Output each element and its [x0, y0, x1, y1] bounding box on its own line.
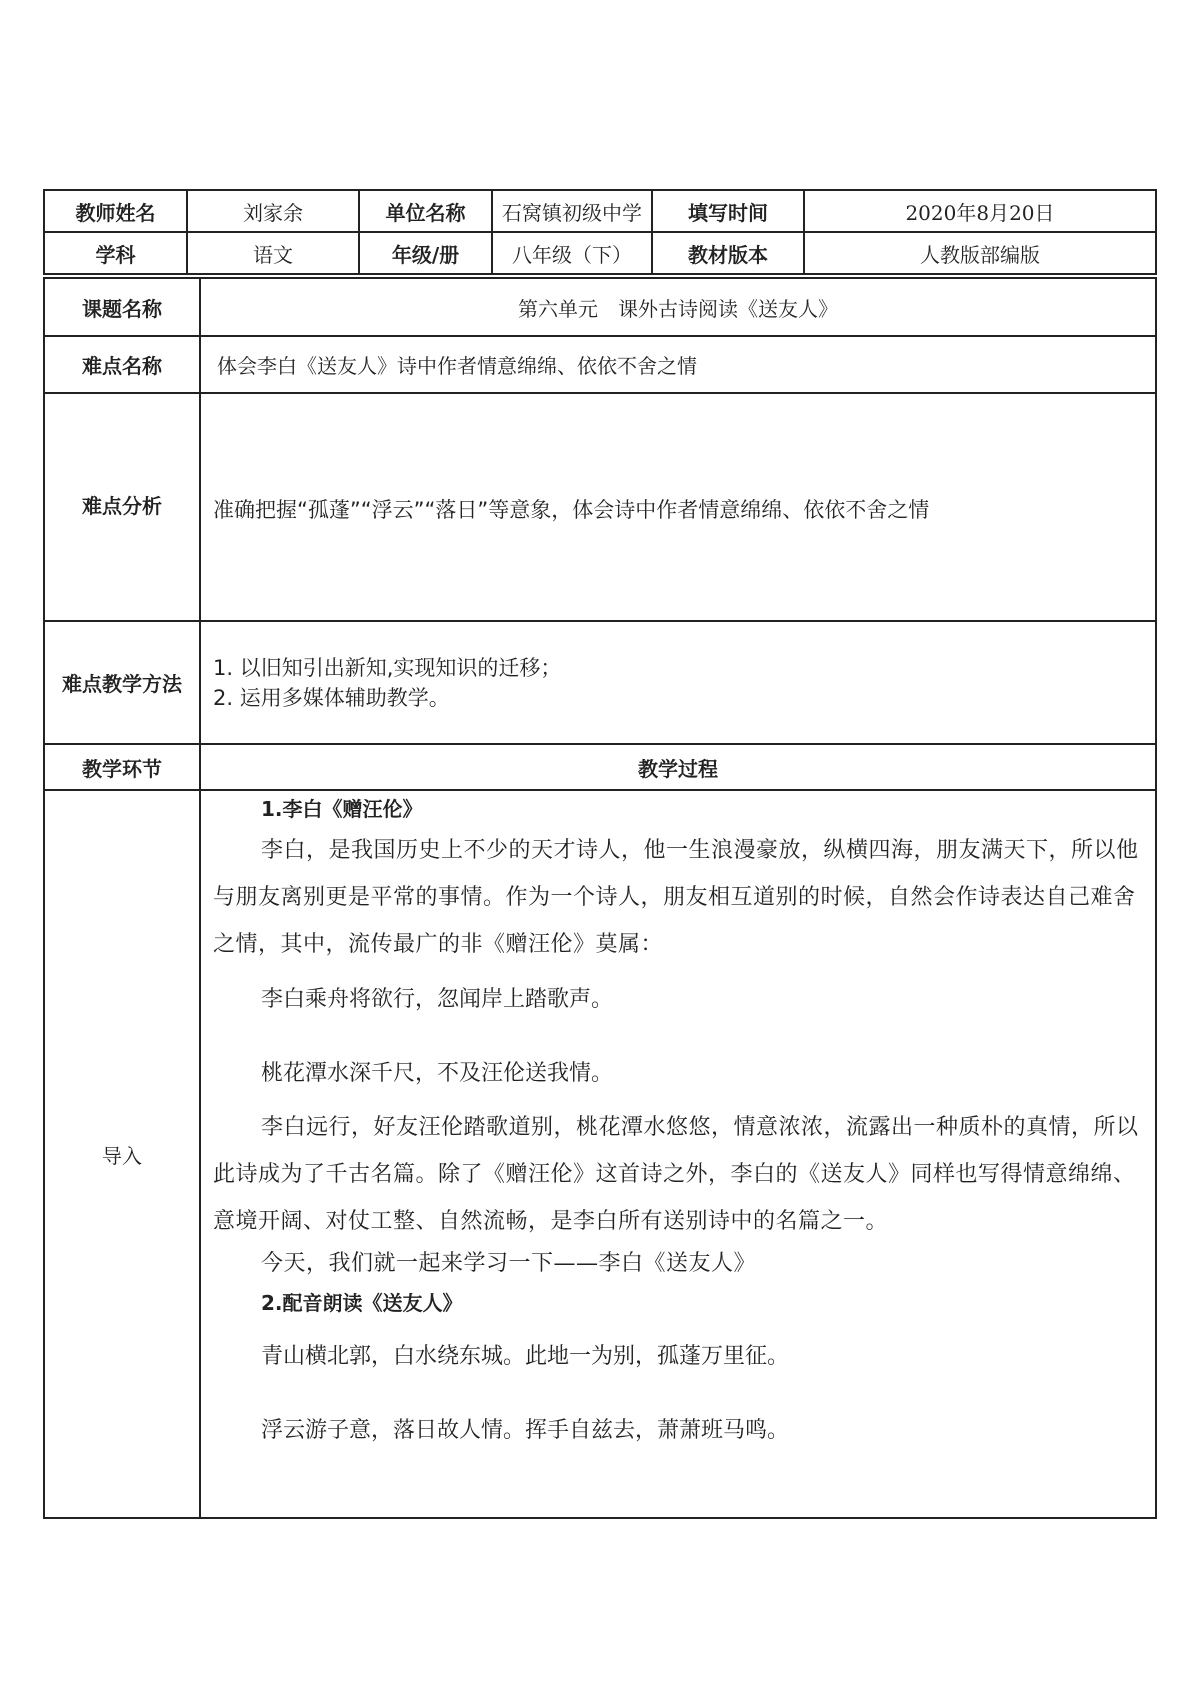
poem-1-line-1: 李白乘舟将欲行，忽闻岸上踏歌声。 — [261, 987, 614, 1012]
intro-row — [44, 790, 1156, 1518]
unit-label: 单位名称 — [359, 190, 492, 232]
teacher-name: 刘家余 — [187, 190, 359, 232]
intro-paragraph-1: 李白，是我国历史上不少的天才诗人，他一生浪漫豪放，纵横四海，朋友满天下，所以他与朋友离别更是平常的事情。作为一个诗人，朋友相互道别的时候，自然会作诗表达自己难舍之情，其中，流传最广的非《赠汪伦》莫属： — [213, 838, 1139, 957]
grade-label: 年级/册 — [359, 232, 492, 274]
teacher-label: 教师姓名 — [44, 190, 187, 232]
intro-heading-1: 1.李白《赠汪伦》 — [261, 797, 423, 821]
intro-process — [200, 790, 1156, 1518]
intro-paragraph-3: 今天，我们就一起来学习一下——李白《送友人》 — [261, 1251, 757, 1276]
topic-row — [44, 278, 1156, 336]
edition-label: 教材版本 — [652, 232, 804, 274]
poem-1-line-2: 桃花潭水深千尺，不及汪伦送我情。 — [261, 1061, 614, 1086]
topic-value: 第六单元 课外古诗阅读《送友人》 — [200, 278, 1156, 336]
method-item-1: 1. 以旧知引出新知,实现知识的迁移； — [213, 655, 562, 680]
fill-date: 2020年8月20日 — [804, 190, 1156, 232]
difficulty-row — [44, 336, 1156, 393]
intro-heading-2: 2.配音朗读《送友人》 — [261, 1291, 463, 1315]
topic-label: 课题名称 — [44, 278, 200, 336]
analysis-label: 难点分析 — [44, 393, 200, 621]
method-row — [44, 621, 1156, 744]
process-header-row — [44, 744, 1156, 790]
edition-value: 人教版部编版 — [804, 232, 1156, 274]
poem-2-line-1: 青山横北郭，白水绕东城。此地一为别，孤蓬万里征。 — [261, 1344, 790, 1369]
process-header: 教学过程 — [200, 744, 1156, 790]
analysis-value: 准确把握“孤蓬”“浮云”“落日”等意象，体会诗中作者情意绵绵、依依不舍之情 — [200, 393, 1156, 621]
method-list — [200, 621, 1156, 744]
stage-header: 教学环节 — [44, 744, 200, 790]
method-label: 难点教学方法 — [44, 621, 200, 744]
subject-label: 学科 — [44, 232, 187, 274]
method-item-2: 2. 运用多媒体辅助教学。 — [213, 685, 450, 710]
info-table — [43, 189, 1157, 275]
difficulty-value: 体会李白《送友人》诗中作者情意绵绵、依依不舍之情 — [200, 336, 1156, 393]
grade-value: 八年级（下） — [492, 232, 652, 274]
intro-stage-label: 导入 — [44, 790, 200, 1518]
date-label: 填写时间 — [652, 190, 804, 232]
unit-name: 石窝镇初级中学 — [492, 190, 652, 232]
info-row-2 — [44, 232, 1156, 274]
intro-paragraph-2: 李白远行，好友汪伦踏歌道别，桃花潭水悠悠，情意浓浓，流露出一种质朴的真情，所以此诗成为了千古名篇。除了《赠汪伦》这首诗之外，李白的《送友人》同样也写得情意绵绵、意境开阔、对仗工整、自然流畅，是李白所有送别诗中的名篇之一。 — [213, 1115, 1139, 1234]
analysis-row — [44, 393, 1156, 621]
lesson-table — [43, 277, 1157, 1519]
subject-value: 语文 — [187, 232, 359, 274]
difficulty-label: 难点名称 — [44, 336, 200, 393]
poem-2-line-2: 浮云游子意，落日故人情。挥手自兹去，萧萧班马鸣。 — [261, 1418, 790, 1443]
info-row-1 — [44, 190, 1156, 232]
